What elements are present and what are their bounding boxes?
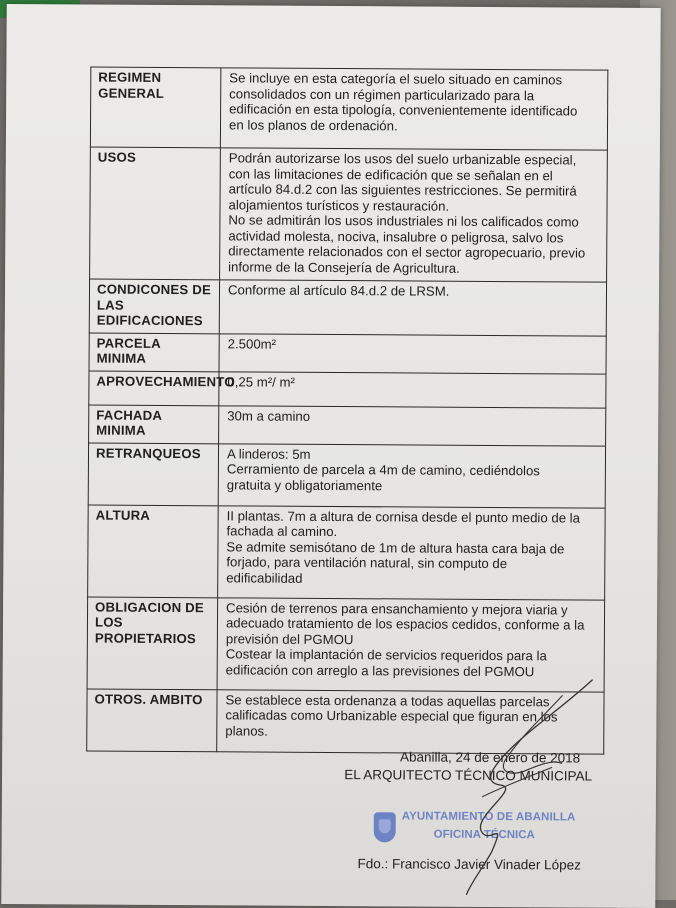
value-line: alojamientos turísticos y restauración. — [228, 196, 450, 214]
value-line: Cerramiento de parcela a 4m de camino, cediéndolos — [226, 461, 540, 479]
signature-block — [302, 748, 592, 786]
table-row — [89, 279, 606, 336]
row-label: OTROS. AMBITO — [87, 689, 217, 752]
value-line: consolidados con un régimen particularizado para la — [229, 85, 535, 103]
value-line: Costear la implantación de servicios requeridos para la — [225, 646, 547, 664]
table-row — [90, 147, 608, 282]
table-row — [90, 67, 607, 150]
row-label: CONDICONES DE LAS EDIFICACIONES — [89, 279, 219, 333]
row-value — [218, 443, 605, 507]
value-line: en los planos de ordenación. — [228, 116, 398, 133]
row-value — [220, 148, 608, 282]
value-line: planos. — [225, 722, 268, 739]
row-value — [220, 68, 607, 150]
value-line: Cesión de terrenos para ensanchamiento y mejora viaria y — [226, 599, 568, 617]
row-value — [219, 280, 606, 336]
stamp-line-1: AYUNTAMIENTO DE ABANILLA — [401, 810, 576, 824]
value-line: actividad molesta, nociva, insalubre o peligrosa, salvo los — [228, 227, 564, 245]
value-line: fachada al camino. — [226, 523, 338, 540]
table-row — [89, 333, 606, 374]
signed-by: Fdo.: Francisco Javier Vinader López — [357, 856, 581, 873]
row-label: PARCELA MINIMA — [89, 333, 219, 372]
row-label: REGIMEN GENERAL — [90, 67, 220, 148]
value-line: II plantas. 7m a altura de cornisa desde el punto medio de la — [226, 507, 581, 526]
table-row — [89, 405, 606, 446]
value-line: 30m a camino — [227, 407, 311, 424]
value-line: forjado, para ventilación natural, sin computo de — [226, 554, 508, 572]
value-line: adecuado tratamiento de los espacios cedidos, conforme a la — [225, 615, 585, 633]
value-line: 0,25 m²/ m² — [227, 373, 295, 390]
table-row — [87, 597, 605, 692]
value-line: previsión del PGMOU — [225, 630, 354, 647]
row-label: ALTURA — [88, 505, 219, 598]
value-line: Podrán autorizarse los usos del suelo urbanizable especial, — [228, 150, 577, 168]
value-line: 2.500m² — [227, 335, 277, 352]
row-value — [219, 405, 606, 445]
row-value — [219, 333, 606, 373]
row-label: RETRANQUEOS — [88, 443, 218, 506]
place-date: Abanilla, 24 de enero de 2018 — [399, 749, 581, 766]
row-value — [219, 371, 606, 407]
value-line: edificación en esta tipología, convenientemente identificado — [229, 101, 578, 119]
value-line: directamente relacionados con el sector agropecuario, previo — [228, 243, 586, 261]
row-value — [218, 505, 606, 599]
value-line: artículo 84.d.2 con las siguientes restricciones. Se permitirá — [228, 181, 577, 199]
value-line: Se admite semisótano de 1m de altura hasta cara baja de — [226, 538, 565, 556]
ordinance-table-container — [86, 67, 608, 755]
official-stamp — [374, 806, 584, 855]
value-line: con las limitaciones de edificación que se señalan en el — [228, 165, 553, 183]
value-line: gratuita y obligatoriamente — [226, 476, 383, 493]
table-row — [88, 443, 605, 508]
value-line: edificabilidad — [226, 569, 303, 586]
document-page — [1, 4, 660, 908]
table-row — [88, 505, 606, 600]
value-line: No se admitirán los usos industriales ni los calificados como — [228, 212, 579, 230]
row-label: USOS — [90, 147, 221, 280]
row-value — [217, 597, 605, 691]
row-label: APROVECHAMIENTO — [89, 371, 219, 406]
value-line: edificación con arreglo a las previsiones del PGMOU — [225, 661, 535, 679]
row-label: FACHADA MINIMA — [89, 405, 219, 444]
coat-of-arms-icon — [374, 812, 396, 842]
value-line: Se establece esta ordenanza a todas aquellas parcelas — [225, 691, 550, 709]
ordinance-table — [86, 67, 608, 755]
value-line: Conforme al artículo 84.d.2 de LRSM. — [227, 282, 450, 299]
table-row — [89, 371, 606, 408]
row-label: OBLIGACION DE LOS PROPIETARIOS — [87, 597, 218, 690]
row-value — [217, 689, 604, 753]
stamp-line-2: OFICINA TÉCNICA — [433, 828, 535, 842]
value-line: A linderos: 5m — [226, 445, 311, 462]
value-line: informe de la Consejería de Agricultura. — [228, 258, 460, 276]
value-line: Se incluye en esta categoría el suelo situado en caminos — [229, 70, 563, 88]
signer-title: EL ARQUITECTO TÉCNICO MUNICIPAL — [344, 767, 593, 784]
table-row — [87, 689, 604, 754]
value-line: calificadas como Urbanizable especial que figuran en los — [225, 707, 558, 725]
